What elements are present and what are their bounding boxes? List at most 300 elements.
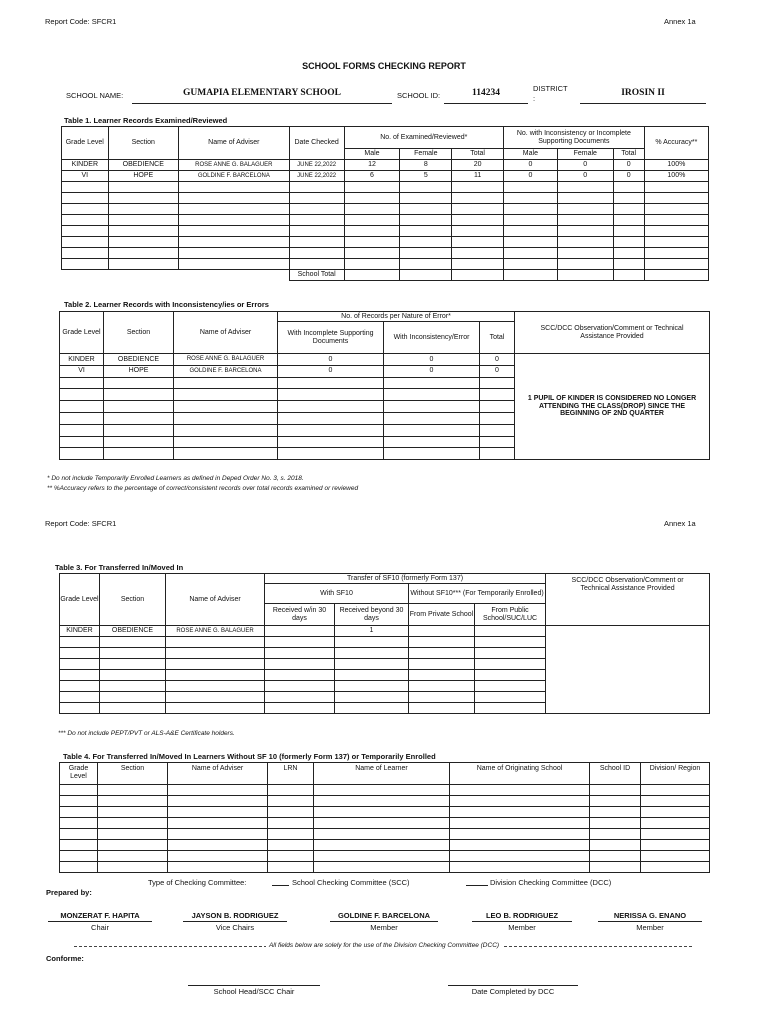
table-cell bbox=[590, 862, 641, 873]
table-cell bbox=[289, 204, 344, 215]
table-cell: 1 bbox=[335, 626, 409, 637]
table-cell bbox=[265, 648, 335, 659]
table-cell: 5 bbox=[400, 171, 452, 182]
table-cell bbox=[166, 692, 265, 703]
table-cell bbox=[409, 659, 475, 670]
table-cell bbox=[60, 389, 104, 401]
table-cell bbox=[98, 807, 168, 818]
scc-option: School Checking Committee (SCC) bbox=[292, 878, 410, 887]
table-cell bbox=[314, 829, 450, 840]
t3-h-transfer: Transfer of SF10 (formerly Form 137) bbox=[265, 574, 546, 584]
table-cell bbox=[641, 785, 710, 796]
table-cell bbox=[60, 818, 98, 829]
table-cell bbox=[344, 215, 400, 226]
table-cell bbox=[104, 377, 174, 389]
table-cell bbox=[450, 862, 590, 873]
table-row bbox=[62, 204, 709, 215]
table-cell bbox=[335, 659, 409, 670]
table-cell bbox=[613, 215, 644, 226]
t2-h-adviser: Name of Adviser bbox=[174, 312, 278, 354]
t1-h-examined: No. of Examined/Reviewed* bbox=[344, 127, 503, 149]
school-name-value: GUMAPIA ELEMENTARY SCHOOL bbox=[132, 88, 392, 104]
table-cell: 0 bbox=[503, 160, 557, 171]
table-cell bbox=[475, 692, 546, 703]
school-name-label: SCHOOL NAME: bbox=[66, 91, 124, 100]
t1-h-grade: Grade Level bbox=[62, 127, 109, 160]
t2-h-incomplete: With Incomplete Supporting Documents bbox=[278, 322, 384, 354]
table-row bbox=[60, 796, 710, 807]
t3-h-adviser: Name of Adviser bbox=[166, 574, 265, 626]
table-cell bbox=[168, 807, 268, 818]
t3-h-within30: Received w/in 30 days bbox=[265, 604, 335, 626]
table-cell bbox=[174, 389, 278, 401]
table-cell bbox=[335, 637, 409, 648]
table-cell bbox=[178, 248, 289, 259]
table-cell bbox=[98, 796, 168, 807]
table-cell bbox=[480, 377, 515, 389]
table-cell bbox=[613, 259, 644, 270]
table-cell bbox=[168, 851, 268, 862]
report-code: Report Code: SFCR1 bbox=[45, 17, 117, 26]
table-cell bbox=[452, 270, 504, 281]
table-cell bbox=[265, 670, 335, 681]
table-cell bbox=[268, 862, 314, 873]
table-cell bbox=[644, 226, 708, 237]
table-cell bbox=[60, 703, 100, 714]
prepared-by-label: Prepared by: bbox=[46, 888, 92, 897]
t1-h-inconsistency: No. with Inconsistency or Incomplete Supporting Documents bbox=[503, 127, 644, 149]
school-id-label: SCHOOL ID: bbox=[397, 91, 441, 100]
district-label: DISTRICT bbox=[533, 84, 568, 93]
table-cell bbox=[174, 424, 278, 436]
table-cell bbox=[613, 193, 644, 204]
t2-h-records: No. of Records per Nature of Error* bbox=[278, 312, 515, 322]
t3-h-without: Without SF10*** (For Temporarily Enrolled) bbox=[409, 584, 546, 604]
table-cell bbox=[557, 193, 613, 204]
table-cell bbox=[400, 226, 452, 237]
table-row bbox=[60, 851, 710, 862]
table-cell bbox=[400, 215, 452, 226]
table-cell bbox=[265, 626, 335, 637]
table-cell bbox=[557, 182, 613, 193]
table-cell bbox=[400, 259, 452, 270]
t1-h-female: Female bbox=[400, 149, 452, 160]
table-cell bbox=[644, 270, 708, 281]
t3-h-with: With SF10 bbox=[265, 584, 409, 604]
t3-h-public: From Public School/SUC/LUC bbox=[475, 604, 546, 626]
table-row bbox=[60, 354, 710, 366]
table-cell: GOLDINE F. BARCELONA bbox=[178, 171, 289, 182]
table-cell bbox=[60, 862, 98, 873]
table-cell bbox=[644, 193, 708, 204]
table-cell bbox=[613, 248, 644, 259]
table-cell bbox=[178, 237, 289, 248]
table3 bbox=[59, 573, 710, 714]
signatory-role: Vice Chairs bbox=[215, 923, 255, 932]
table-cell: 0 bbox=[278, 365, 384, 377]
table-cell bbox=[475, 659, 546, 670]
table-cell bbox=[178, 204, 289, 215]
table-cell bbox=[641, 807, 710, 818]
table-cell bbox=[268, 785, 314, 796]
table-cell bbox=[60, 436, 104, 448]
school-head-signature-line[interactable] bbox=[188, 985, 320, 986]
table-cell: 20 bbox=[452, 160, 504, 171]
dcc-note: All fields below are solely for the use of the Division Checking Committee (DCC) bbox=[266, 942, 502, 949]
table-cell bbox=[452, 215, 504, 226]
table-row bbox=[62, 215, 709, 226]
t4-header-cell: Division/ Region bbox=[641, 763, 710, 785]
table-cell bbox=[314, 862, 450, 873]
table-cell: 0 bbox=[557, 171, 613, 182]
table-cell: KINDER bbox=[62, 160, 109, 171]
table-cell bbox=[98, 829, 168, 840]
signatory-5 bbox=[598, 911, 702, 932]
t2-h-observation: SCC/DCC Observation/Comment or Technical Assistance Provided bbox=[515, 312, 710, 354]
table-cell: 100% bbox=[644, 160, 708, 171]
table-cell bbox=[278, 401, 384, 413]
table-cell bbox=[450, 851, 590, 862]
table-cell: ROSE ANNE G. BALAGUER bbox=[166, 626, 265, 637]
signatory-role: Member bbox=[636, 923, 664, 932]
signatory-name: NERISSA G. ENANO bbox=[598, 911, 702, 922]
table-cell bbox=[335, 703, 409, 714]
table-cell bbox=[174, 448, 278, 460]
table-cell bbox=[62, 204, 109, 215]
table-cell bbox=[503, 193, 557, 204]
table-cell bbox=[475, 648, 546, 659]
table-cell bbox=[480, 448, 515, 460]
table-cell bbox=[104, 448, 174, 460]
table-cell bbox=[503, 226, 557, 237]
table-cell bbox=[168, 829, 268, 840]
table-cell bbox=[178, 193, 289, 204]
table-cell bbox=[409, 703, 475, 714]
table-cell bbox=[60, 796, 98, 807]
table-row bbox=[62, 160, 709, 171]
table-cell bbox=[384, 401, 480, 413]
table-cell bbox=[613, 182, 644, 193]
table-cell bbox=[98, 840, 168, 851]
table-cell bbox=[335, 648, 409, 659]
table-cell bbox=[344, 226, 400, 237]
table-cell: KINDER bbox=[60, 626, 100, 637]
table-cell bbox=[174, 377, 278, 389]
table-cell bbox=[60, 807, 98, 818]
table-cell bbox=[613, 226, 644, 237]
table-cell bbox=[108, 226, 178, 237]
table-cell bbox=[60, 637, 100, 648]
signatory-name: MONZERAT F. HAPITA bbox=[48, 911, 152, 922]
district-value: IROSIN II bbox=[580, 88, 706, 104]
table-cell bbox=[503, 182, 557, 193]
table4-caption: Table 4. For Transferred In/Moved In Learners Without SF 10 (formerly Form 137) or Temporarily Enrolled bbox=[63, 752, 436, 761]
table-cell bbox=[268, 829, 314, 840]
table-row bbox=[62, 182, 709, 193]
table-cell bbox=[100, 659, 166, 670]
table-cell bbox=[174, 436, 278, 448]
table-cell: HOPE bbox=[104, 365, 174, 377]
footnote-2: ** %Accuracy refers to the percentage of correct/consistent records over total records examined or reviewed bbox=[47, 485, 359, 492]
table-cell bbox=[400, 237, 452, 248]
dcc-date-line[interactable] bbox=[448, 985, 578, 986]
table-cell bbox=[168, 862, 268, 873]
table-cell bbox=[590, 807, 641, 818]
table1-caption: Table 1. Learner Records Examined/Reviewed bbox=[64, 116, 228, 125]
table-cell bbox=[480, 436, 515, 448]
t1-h-total: Total bbox=[452, 149, 504, 160]
table-cell bbox=[166, 648, 265, 659]
table-cell bbox=[644, 237, 708, 248]
table-cell bbox=[108, 248, 178, 259]
table-cell bbox=[178, 259, 289, 270]
table-cell bbox=[62, 248, 109, 259]
table-cell: 0 bbox=[480, 354, 515, 366]
table-cell bbox=[60, 829, 98, 840]
table-row bbox=[62, 248, 709, 259]
table-cell bbox=[289, 215, 344, 226]
committee-label: Type of Checking Committee: bbox=[148, 878, 247, 887]
table-cell bbox=[384, 436, 480, 448]
table-cell bbox=[62, 237, 109, 248]
table-cell bbox=[344, 259, 400, 270]
table-cell bbox=[641, 840, 710, 851]
table-row bbox=[62, 171, 709, 182]
signatory-role: Chair bbox=[91, 923, 109, 932]
table-cell bbox=[100, 681, 166, 692]
table-cell bbox=[60, 448, 104, 460]
table-cell bbox=[409, 670, 475, 681]
t2-h-inconsistency: With Inconsistency/Error bbox=[384, 322, 480, 354]
table-cell bbox=[641, 796, 710, 807]
table-cell bbox=[174, 412, 278, 424]
table-cell bbox=[178, 226, 289, 237]
footnote-3: *** Do not include PEPT/PVT or ALS-A&E Certificate holders. bbox=[58, 730, 235, 737]
table-cell bbox=[265, 703, 335, 714]
table-cell bbox=[613, 237, 644, 248]
table-row bbox=[60, 626, 710, 637]
table-cell bbox=[60, 670, 100, 681]
table-cell bbox=[289, 248, 344, 259]
table-cell bbox=[409, 626, 475, 637]
table-cell bbox=[62, 226, 109, 237]
table-row bbox=[62, 193, 709, 204]
table-cell bbox=[641, 862, 710, 873]
table-cell bbox=[409, 692, 475, 703]
table-cell bbox=[557, 215, 613, 226]
table-cell: VI bbox=[60, 365, 104, 377]
table-cell bbox=[60, 648, 100, 659]
t3-h-section: Section bbox=[100, 574, 166, 626]
dcc-checkbox-line[interactable] bbox=[466, 885, 488, 886]
table-cell bbox=[62, 182, 109, 193]
table-cell bbox=[104, 389, 174, 401]
table-cell bbox=[641, 829, 710, 840]
table-cell: 8 bbox=[400, 160, 452, 171]
table-cell bbox=[62, 215, 109, 226]
table-cell bbox=[452, 259, 504, 270]
table-cell bbox=[503, 270, 557, 281]
table-cell: OBEDIENCE bbox=[100, 626, 166, 637]
table-cell bbox=[265, 637, 335, 648]
table-row bbox=[62, 226, 709, 237]
table-cell bbox=[108, 237, 178, 248]
table-cell: OBEDIENCE bbox=[104, 354, 174, 366]
table-cell bbox=[480, 412, 515, 424]
table-cell bbox=[335, 670, 409, 681]
table-cell bbox=[62, 193, 109, 204]
table-cell: ROSE ANNE G. BALAGUER bbox=[174, 354, 278, 366]
table-cell bbox=[268, 840, 314, 851]
table-cell bbox=[265, 659, 335, 670]
t1-h-date: Date Checked bbox=[289, 127, 344, 160]
t4-header-cell: Section bbox=[98, 763, 168, 785]
t4-header-cell: Name of Originating School bbox=[450, 763, 590, 785]
table-cell bbox=[644, 248, 708, 259]
table-cell bbox=[384, 377, 480, 389]
table-cell bbox=[265, 692, 335, 703]
table-cell bbox=[480, 389, 515, 401]
table-cell bbox=[450, 785, 590, 796]
table-cell bbox=[557, 226, 613, 237]
table-cell bbox=[409, 648, 475, 659]
table-cell bbox=[613, 270, 644, 281]
table-cell bbox=[278, 424, 384, 436]
table-cell bbox=[480, 424, 515, 436]
table-cell: 0 bbox=[384, 365, 480, 377]
t3-h-grade: Grade Level bbox=[60, 574, 100, 626]
table-cell bbox=[108, 215, 178, 226]
t3-h-private: From Private School bbox=[409, 604, 475, 626]
table-cell bbox=[268, 796, 314, 807]
footnote-1: * Do not include Temporarily Enrolled Learners as defined in Deped Order No. 3, s. 2018. bbox=[47, 475, 304, 482]
table-cell bbox=[590, 840, 641, 851]
table-cell: JUNE 22,2022 bbox=[289, 171, 344, 182]
table-cell bbox=[452, 193, 504, 204]
t1-h-section: Section bbox=[108, 127, 178, 160]
table-cell bbox=[452, 182, 504, 193]
table-cell bbox=[168, 796, 268, 807]
table-cell bbox=[60, 851, 98, 862]
table-cell bbox=[278, 436, 384, 448]
table-cell bbox=[384, 424, 480, 436]
table-cell: 12 bbox=[344, 160, 400, 171]
table-cell bbox=[108, 259, 178, 270]
table-row bbox=[60, 807, 710, 818]
table-cell bbox=[344, 193, 400, 204]
table-cell bbox=[641, 851, 710, 862]
table-cell bbox=[644, 182, 708, 193]
table-cell bbox=[590, 796, 641, 807]
table4 bbox=[59, 762, 710, 873]
table-row bbox=[62, 259, 709, 270]
table-cell: ROSE ANNE G. BALAGUER bbox=[178, 160, 289, 171]
table-cell bbox=[384, 448, 480, 460]
table-cell bbox=[98, 851, 168, 862]
table-cell bbox=[278, 448, 384, 460]
table-cell bbox=[344, 270, 400, 281]
signatory-2 bbox=[183, 911, 287, 932]
signatory-role: Member bbox=[508, 923, 536, 932]
table-cell bbox=[450, 829, 590, 840]
observation-cell bbox=[546, 626, 710, 714]
table-cell bbox=[314, 796, 450, 807]
table-cell bbox=[289, 259, 344, 270]
table-cell bbox=[108, 193, 178, 204]
table-cell bbox=[503, 248, 557, 259]
table-cell bbox=[168, 818, 268, 829]
table-cell bbox=[344, 182, 400, 193]
table-cell bbox=[503, 215, 557, 226]
table-cell bbox=[60, 785, 98, 796]
annex-label: Annex 1a bbox=[664, 17, 696, 26]
table-cell bbox=[178, 182, 289, 193]
table-cell bbox=[60, 840, 98, 851]
table-cell bbox=[452, 226, 504, 237]
t4-header-cell: LRN bbox=[268, 763, 314, 785]
table-cell: 0 bbox=[613, 160, 644, 171]
table3-caption: Table 3. For Transferred In/Moved In bbox=[55, 563, 184, 572]
table-row bbox=[60, 840, 710, 851]
signatory-name: LEO B. RODRIGUEZ bbox=[472, 911, 572, 922]
table-cell bbox=[278, 377, 384, 389]
table-cell bbox=[400, 193, 452, 204]
table-cell bbox=[475, 637, 546, 648]
table-cell bbox=[590, 829, 641, 840]
table-cell bbox=[289, 237, 344, 248]
table-cell bbox=[166, 681, 265, 692]
page-title: SCHOOL FORMS CHECKING REPORT bbox=[302, 61, 466, 71]
table-cell bbox=[475, 703, 546, 714]
district-colon: : bbox=[533, 94, 536, 103]
t1-h-accuracy: % Accuracy** bbox=[644, 127, 708, 160]
school-head-label: School Head/SCC Chair bbox=[213, 987, 295, 996]
annex-label-2: Annex 1a bbox=[664, 519, 696, 528]
table-cell bbox=[60, 377, 104, 389]
table-cell bbox=[400, 182, 452, 193]
table-row bbox=[60, 785, 710, 796]
table-cell: 6 bbox=[344, 171, 400, 182]
table-cell bbox=[104, 412, 174, 424]
school-id-value: 114234 bbox=[444, 88, 528, 104]
table-cell bbox=[450, 840, 590, 851]
t2-h-section: Section bbox=[104, 312, 174, 354]
table-cell bbox=[335, 692, 409, 703]
table-cell: 100% bbox=[644, 171, 708, 182]
table-cell bbox=[289, 193, 344, 204]
report-code-2: Report Code: SFCR1 bbox=[45, 519, 117, 528]
table-cell bbox=[166, 670, 265, 681]
table-cell bbox=[409, 681, 475, 692]
signatory-name: JAYSON B. RODRIGUEZ bbox=[183, 911, 287, 922]
t1-school-total-label: School Total bbox=[289, 270, 344, 281]
table-cell bbox=[60, 401, 104, 413]
table-cell bbox=[166, 659, 265, 670]
table-cell bbox=[278, 389, 384, 401]
scc-checkbox-line[interactable] bbox=[272, 885, 289, 886]
table-cell bbox=[590, 818, 641, 829]
table-cell bbox=[644, 215, 708, 226]
table-cell: 0 bbox=[278, 354, 384, 366]
table-cell bbox=[503, 237, 557, 248]
table-cell: GOLDINE F. BARCELONA bbox=[174, 365, 278, 377]
table-cell bbox=[314, 851, 450, 862]
table-cell bbox=[590, 851, 641, 862]
table-cell: 0 bbox=[613, 171, 644, 182]
table-cell bbox=[475, 626, 546, 637]
table-cell bbox=[108, 182, 178, 193]
table-cell bbox=[452, 204, 504, 215]
